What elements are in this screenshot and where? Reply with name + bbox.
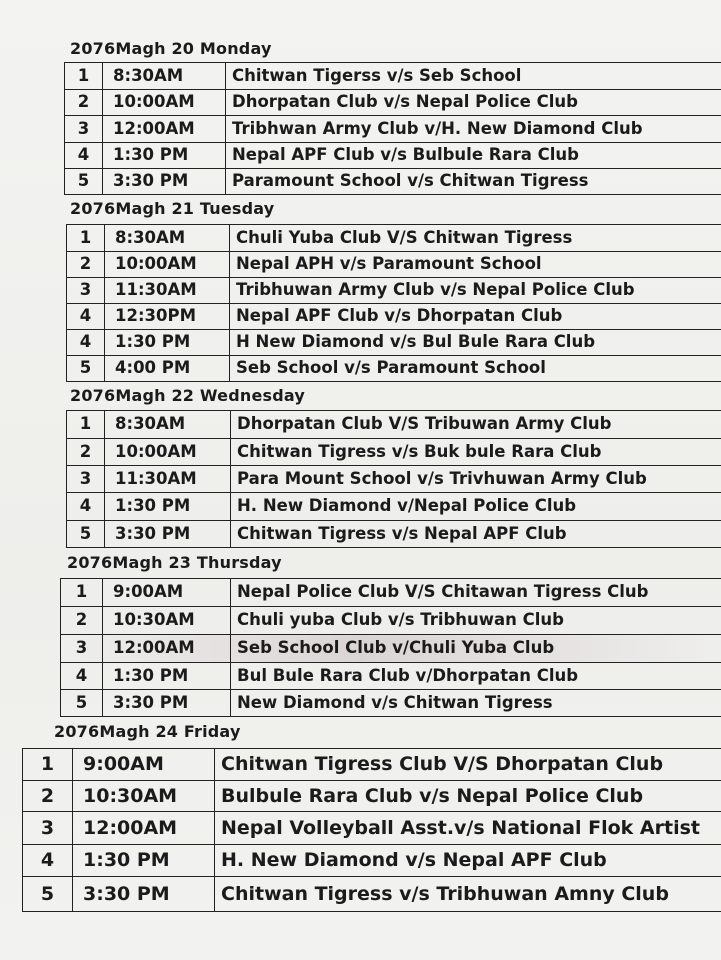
table-row xyxy=(61,607,721,635)
table-row xyxy=(67,493,721,521)
match-teams: Bul Bule Rara Club v/Dhorpatan Club xyxy=(231,663,721,690)
table-row xyxy=(67,411,721,439)
table-row xyxy=(23,749,721,781)
match-number: 3 xyxy=(67,466,105,493)
table-row xyxy=(65,90,721,116)
match-number: 1 xyxy=(65,63,103,90)
match-number: 1 xyxy=(67,225,105,252)
match-time: 4:00 PM xyxy=(105,356,230,382)
table-row xyxy=(67,466,721,493)
day-heading: 2076Magh 20 Monday xyxy=(70,39,272,58)
match-time: 3:30 PM xyxy=(103,690,231,717)
match-number: 2 xyxy=(67,252,105,278)
match-number: 5 xyxy=(67,521,105,548)
match-time: 3:30 PM xyxy=(73,877,215,912)
day-schedule-table xyxy=(64,62,721,195)
match-number: 2 xyxy=(23,781,73,812)
match-number: 2 xyxy=(61,607,103,635)
match-time: 12:30PM xyxy=(105,304,230,330)
match-time: 12:00AM xyxy=(103,635,231,663)
match-time: 11:30AM xyxy=(105,466,231,493)
day-schedule-table xyxy=(66,410,721,548)
match-time: 3:30 PM xyxy=(103,169,226,195)
table-row xyxy=(67,225,721,252)
match-teams: Nepal APH v/s Paramount School xyxy=(230,252,721,278)
match-number: 4 xyxy=(61,663,103,690)
table-row xyxy=(61,690,721,717)
match-teams: Tribhwan Army Club v/H. New Diamond Club xyxy=(226,116,721,143)
match-time: 9:00AM xyxy=(73,749,215,781)
table-row xyxy=(65,63,721,90)
match-teams: Chitwan Tigress v/s Tribhuwan Amny Club xyxy=(215,877,721,912)
match-number: 2 xyxy=(67,439,105,466)
match-teams: Nepal Police Club V/S Chitawan Tigress Club xyxy=(231,579,721,607)
match-teams: Para Mount School v/s Trivhuwan Army Club xyxy=(231,466,721,493)
table-row xyxy=(67,439,721,466)
table-row xyxy=(61,579,721,607)
match-number: 4 xyxy=(65,143,103,169)
match-number: 4 xyxy=(67,304,105,330)
match-number: 1 xyxy=(61,579,103,607)
table-row xyxy=(23,845,721,877)
match-number: 4 xyxy=(23,845,73,877)
match-number: 3 xyxy=(23,812,73,845)
match-teams: Dhorpatan Club v/s Nepal Police Club xyxy=(226,90,721,116)
table-row xyxy=(65,143,721,169)
table-row xyxy=(23,812,721,845)
table-row xyxy=(23,781,721,812)
match-teams: Nepal APF Club v/s Dhorpatan Club xyxy=(230,304,721,330)
match-time: 12:00AM xyxy=(73,812,215,845)
match-number: 5 xyxy=(65,169,103,195)
table-row xyxy=(65,116,721,143)
day-heading: 2076Magh 22 Wednesday xyxy=(70,386,306,405)
match-teams: Bulbule Rara Club v/s Nepal Police Club xyxy=(215,781,721,812)
match-teams: Seb School Club v/Chuli Yuba Club xyxy=(231,635,721,663)
table-row xyxy=(67,330,721,356)
match-time: 1:30 PM xyxy=(73,845,215,877)
match-number: 3 xyxy=(65,116,103,143)
match-number: 4 xyxy=(67,493,105,521)
match-time: 10:00AM xyxy=(105,252,230,278)
match-teams: H. New Diamond v/s Nepal APF Club xyxy=(215,845,721,877)
table-row xyxy=(65,169,721,195)
match-teams: New Diamond v/s Chitwan Tigress xyxy=(231,690,721,717)
match-time: 10:00AM xyxy=(105,439,231,466)
match-teams: Chitwan Tigress v/s Buk bule Rara Club xyxy=(231,439,721,466)
day-heading: 2076Magh 23 Thursday xyxy=(67,553,282,572)
match-teams: Chitwan Tigress Club V/S Dhorpatan Club xyxy=(215,749,721,781)
match-teams: H. New Diamond v/Nepal Police Club xyxy=(231,493,721,521)
match-teams: Chuli Yuba Club V/S Chitwan Tigress xyxy=(230,225,721,252)
match-number: 3 xyxy=(67,278,105,304)
match-teams: Nepal Volleyball Asst.v/s National Flok Artist xyxy=(215,812,721,845)
match-time: 1:30 PM xyxy=(105,493,231,521)
table-row xyxy=(61,663,721,690)
match-time: 3:30 PM xyxy=(105,521,231,548)
match-number: 4 xyxy=(67,330,105,356)
day-schedule-table xyxy=(66,224,721,382)
match-time: 9:00AM xyxy=(103,579,231,607)
match-teams: Paramount School v/s Chitwan Tigress xyxy=(226,169,721,195)
day-heading: 2076Magh 24 Friday xyxy=(54,722,241,741)
table-row xyxy=(61,635,721,663)
match-number: 5 xyxy=(61,690,103,717)
match-time: 1:30 PM xyxy=(103,663,231,690)
day-schedule-table xyxy=(22,748,721,912)
match-time: 10:30AM xyxy=(103,607,231,635)
match-time: 8:30AM xyxy=(105,411,231,439)
match-number: 5 xyxy=(67,356,105,382)
match-time: 8:30AM xyxy=(105,225,230,252)
table-row xyxy=(67,304,721,330)
table-row xyxy=(67,278,721,304)
match-teams: Chitwan Tigress v/s Nepal APF Club xyxy=(231,521,721,548)
match-teams: Tribhuwan Army Club v/s Nepal Police Club xyxy=(230,278,721,304)
match-teams: Chitwan Tigerss v/s Seb School xyxy=(226,63,721,90)
table-row xyxy=(23,877,721,912)
table-row xyxy=(67,356,721,382)
match-teams: H New Diamond v/s Bul Bule Rara Club xyxy=(230,330,721,356)
match-time: 10:00AM xyxy=(103,90,226,116)
match-number: 1 xyxy=(67,411,105,439)
day-heading: 2076Magh 21 Tuesday xyxy=(70,199,275,218)
table-row xyxy=(67,252,721,278)
match-time: 12:00AM xyxy=(103,116,226,143)
match-time: 1:30 PM xyxy=(103,143,226,169)
match-number: 3 xyxy=(61,635,103,663)
match-teams: Seb School v/s Paramount School xyxy=(230,356,721,382)
match-time: 11:30AM xyxy=(105,278,230,304)
match-number: 1 xyxy=(23,749,73,781)
match-time: 1:30 PM xyxy=(105,330,230,356)
match-teams: Nepal APF Club v/s Bulbule Rara Club xyxy=(226,143,721,169)
match-teams: Chuli yuba Club v/s Tribhuwan Club xyxy=(231,607,721,635)
match-number: 5 xyxy=(23,877,73,912)
match-time: 10:30AM xyxy=(73,781,215,812)
day-schedule-table xyxy=(60,578,721,717)
match-time: 8:30AM xyxy=(103,63,226,90)
table-row xyxy=(67,521,721,548)
match-number: 2 xyxy=(65,90,103,116)
match-teams: Dhorpatan Club V/S Tribuwan Army Club xyxy=(231,411,721,439)
